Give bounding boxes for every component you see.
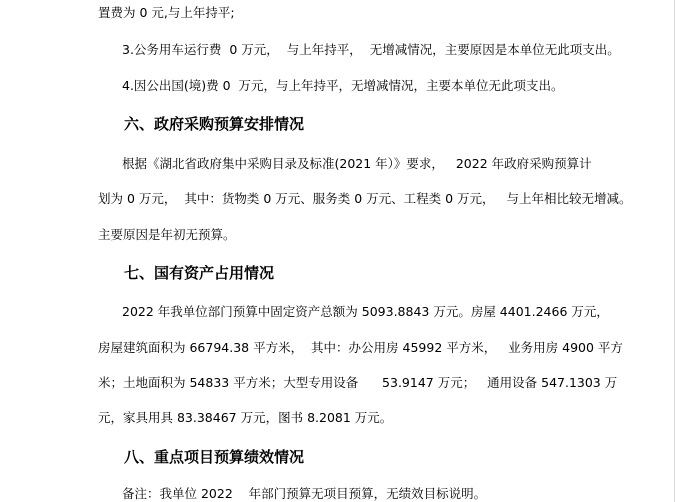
assets-paragraph-line: 元，家具用具 83.38467 万元，图书 8.2081 万元。 <box>98 410 393 425</box>
assets-paragraph-line: 2022 年我单位部门预算中固定资产总额为 5093.8843 万元。房屋 4401.2466 万元， <box>122 304 609 319</box>
assets-paragraph-line: 房屋建筑面积为 66794.38 平方米， 其中：办公用房 45992 平方米， 业务用房 4900 平方 <box>98 340 623 355</box>
continuation-text: 置费为 0 元,与上年持平; <box>98 5 235 20</box>
procurement-paragraph-line: 根据《湖北省政府集中采购目录及标准(2021 年）》要求， 2022 年政府采购预算计 <box>122 156 592 171</box>
section-heading-procurement: 六、政府采购预算安排情况 <box>124 115 305 133</box>
procurement-paragraph-line: 划为 0 万元， 其中：货物类 0 万元、服务类 0 万元、工程类 0 万元， 与上年相比较无增减。 <box>98 191 632 206</box>
section-heading-state-assets: 七、国有资产占用情况 <box>124 264 275 282</box>
item-official-vehicle-cost: 3.公务用车运行费 0 万元， 与上年持平， 无增减情况，主要原因是本单位无此项支出。 <box>122 42 620 57</box>
assets-paragraph-line: 米；土地面积为 54833 平方米；大型专用设备 53.9147 万元； 通用设备 547.1303 万 <box>98 375 618 390</box>
section-heading-performance: 八、重点项目预算绩效情况 <box>124 448 305 466</box>
item-overseas-travel-cost: 4.因公出国(境)费 0 万元，与上年持平，无增减情况，主要本单位无此项支出。 <box>122 78 564 93</box>
performance-note: 备注：我单位 2022 年部门预算无项目预算，无绩效目标说明。 <box>122 486 487 501</box>
procurement-paragraph-line: 主要原因是年初无预算。 <box>98 227 236 242</box>
